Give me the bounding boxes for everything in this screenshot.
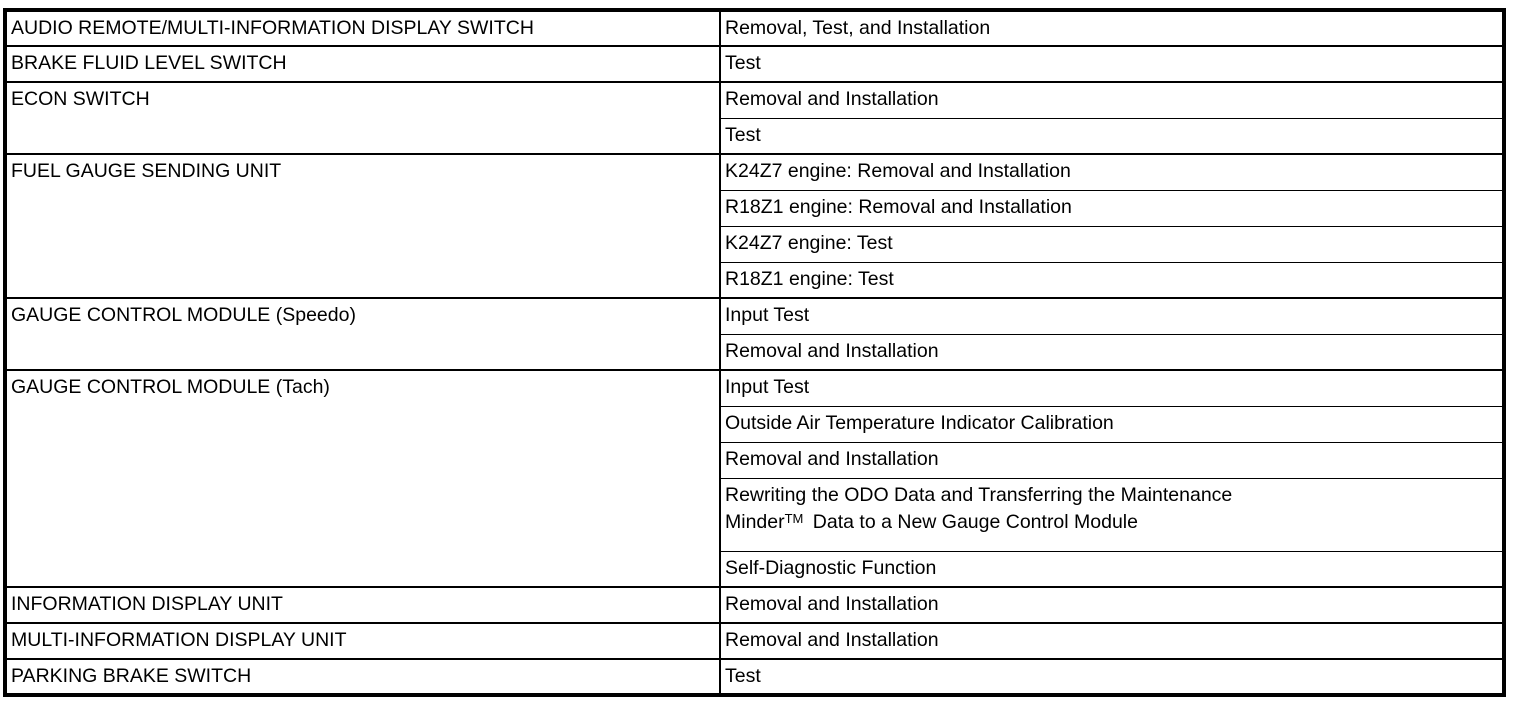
procedure-cell: Input Test bbox=[720, 298, 1504, 334]
component-cell: FUEL GAUGE SENDING UNIT bbox=[5, 154, 720, 298]
component-cell: GAUGE CONTROL MODULE (Speedo) bbox=[5, 298, 720, 370]
procedure-cell bbox=[720, 478, 1504, 551]
procedure-text: Minder bbox=[725, 510, 785, 533]
procedure-cell: Test bbox=[720, 46, 1504, 82]
procedure-cell: Removal and Installation bbox=[720, 334, 1504, 370]
procedure-cell: R18Z1 engine: Removal and Installation bbox=[720, 190, 1504, 226]
table-row bbox=[5, 298, 1504, 334]
table-row bbox=[5, 46, 1504, 82]
procedure-cell: Self-Diagnostic Function bbox=[720, 551, 1504, 587]
procedure-cell: Removal and Installation bbox=[720, 82, 1504, 118]
component-cell: ECON SWITCH bbox=[5, 82, 720, 154]
component-cell: MULTI-INFORMATION DISPLAY UNIT bbox=[5, 623, 720, 659]
procedure-cell: K24Z7 engine: Test bbox=[720, 226, 1504, 262]
procedure-cell: Test bbox=[720, 659, 1504, 695]
service-procedures-table bbox=[3, 8, 1506, 697]
table-row bbox=[5, 82, 1504, 118]
table-row bbox=[5, 154, 1504, 190]
procedure-cell: Removal, Test, and Installation bbox=[720, 10, 1504, 46]
component-cell: GAUGE CONTROL MODULE (Tach) bbox=[5, 370, 720, 587]
procedure-cell: R18Z1 engine: Test bbox=[720, 262, 1504, 298]
table-row bbox=[5, 659, 1504, 695]
procedure-text: Rewriting the ODO Data and Transferring the Maintenance bbox=[725, 483, 1233, 506]
procedure-cell: K24Z7 engine: Removal and Installation bbox=[720, 154, 1504, 190]
procedure-cell: Removal and Installation bbox=[720, 623, 1504, 659]
table-row bbox=[5, 370, 1504, 406]
trademark-symbol: TM bbox=[784, 510, 804, 526]
table-row bbox=[5, 623, 1504, 659]
procedure-cell: Test bbox=[720, 118, 1504, 154]
component-cell: BRAKE FLUID LEVEL SWITCH bbox=[5, 46, 720, 82]
component-cell: AUDIO REMOTE/MULTI-INFORMATION DISPLAY SWITCH bbox=[5, 10, 720, 46]
component-cell: PARKING BRAKE SWITCH bbox=[5, 659, 720, 695]
table-row bbox=[5, 10, 1504, 46]
procedure-cell: Input Test bbox=[720, 370, 1504, 406]
procedure-cell: Removal and Installation bbox=[720, 442, 1504, 478]
procedure-cell: Removal and Installation bbox=[720, 587, 1504, 623]
table-row bbox=[5, 587, 1504, 623]
procedure-text: Data to a New Gauge Control Module bbox=[807, 510, 1138, 533]
procedure-cell: Outside Air Temperature Indicator Calibration bbox=[720, 406, 1504, 442]
component-cell: INFORMATION DISPLAY UNIT bbox=[5, 587, 720, 623]
